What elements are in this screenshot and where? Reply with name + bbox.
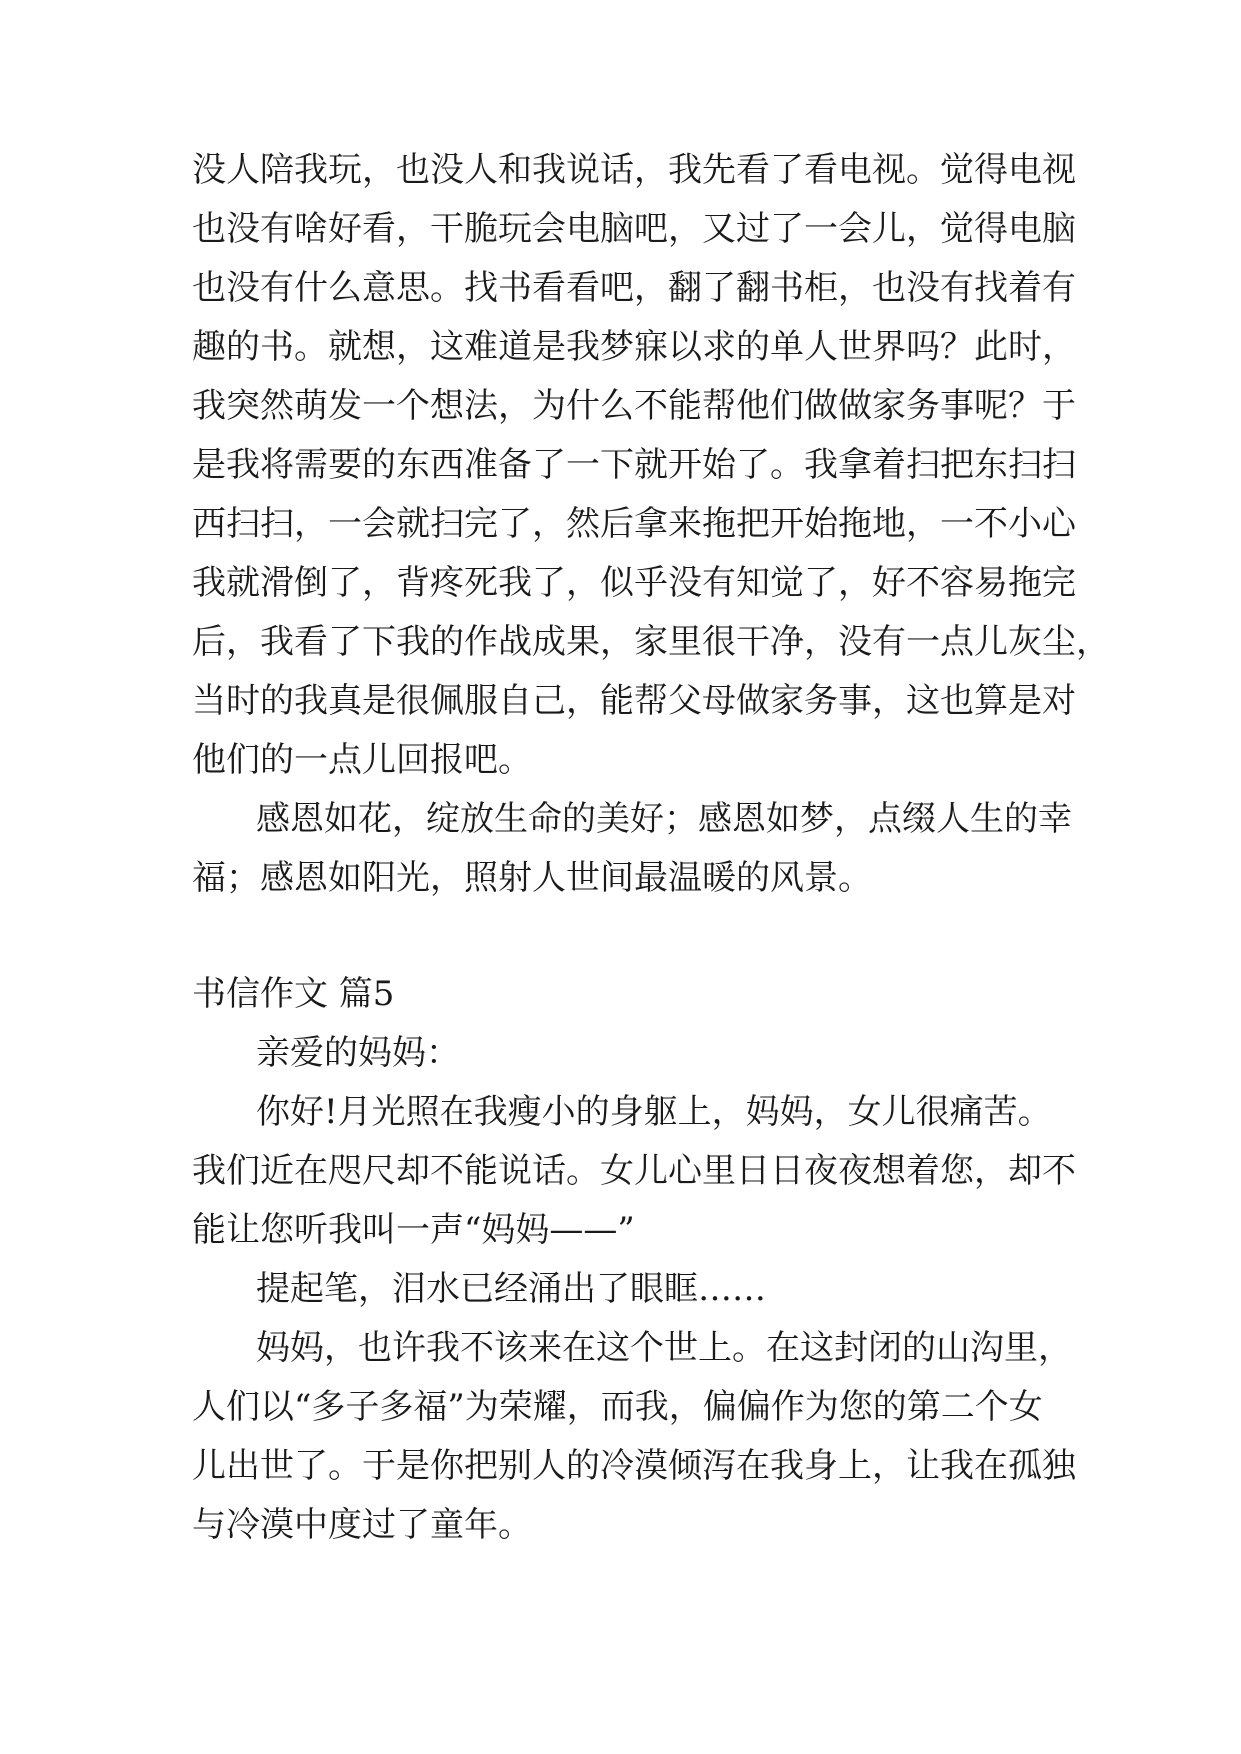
paragraph-3-line-3: 能让您听我叫一声“妈妈——” bbox=[192, 1210, 635, 1250]
paragraph-2-line-1: 感恩如花，绽放生命的美好；感恩如梦，点缀人生的幸 bbox=[256, 799, 1072, 839]
paragraph-3-line-2: 我们近在咫尺却不能说话。女儿心里日日夜夜想着您，却不 bbox=[192, 1151, 1076, 1191]
paragraph-2-line-2: 福；感恩如阳光，照射人世间最温暖的风景。 bbox=[192, 858, 872, 898]
paragraph-1-line-9: 后，我看了下我的作战成果，家里很干净，没有一点儿灰尘， bbox=[192, 622, 1110, 662]
paragraph-5-line-2: 人们以“多子多福”为荣耀，而我，偏偏作为您的第二个女 bbox=[192, 1387, 1043, 1427]
paragraph-5-line-3: 儿出世了。于是你把别人的冷漠倾泻在我身上，让我在孤独 bbox=[192, 1446, 1076, 1486]
paragraph-3-line-1: 你好!月光照在我瘦小的身躯上，妈妈，女儿很痛苦。 bbox=[256, 1092, 1052, 1132]
paragraph-1-line-10: 当时的我真是很佩服自己，能帮父母做家务事，这也算是对 bbox=[192, 681, 1076, 721]
paragraph-1-line-2: 也没有啥好看，干脆玩会电脑吧，又过了一会儿，觉得电脑 bbox=[192, 209, 1076, 249]
paragraph-1-line-3: 也没有什么意思。找书看看吧，翻了翻书柜，也没有找着有 bbox=[192, 268, 1076, 308]
paragraph-1-line-1: 没人陪我玩，也没人和我说话，我先看了看电视。觉得电视 bbox=[192, 150, 1076, 190]
paragraph-1-line-6: 是我将需要的东西准备了一下就开始了。我拿着扫把东扫扫 bbox=[192, 445, 1076, 485]
paragraph-1-line-11: 他们的一点儿回报吧。 bbox=[192, 740, 532, 780]
letter-salutation: 亲爱的妈妈： bbox=[256, 1033, 460, 1073]
paragraph-1-line-8: 我就滑倒了，背疼死我了，似乎没有知觉了，好不容易拖完 bbox=[192, 563, 1076, 603]
paragraph-1-line-5: 我突然萌发一个想法，为什么不能帮他们做做家务事呢？于 bbox=[192, 386, 1076, 426]
paragraph-5-line-4: 与冷漠中度过了童年。 bbox=[192, 1505, 532, 1545]
paragraph-4-line-1: 提起笔，泪水已经涌出了眼眶…… bbox=[256, 1269, 766, 1309]
paragraph-5-line-1: 妈妈，也许我不该来在这个世上。在这封闭的山沟里， bbox=[256, 1328, 1072, 1368]
section-title: 书信作文 篇5 bbox=[192, 974, 395, 1014]
paragraph-1-line-4: 趣的书。就想，这难道是我梦寐以求的单人世界吗？此时， bbox=[192, 327, 1076, 367]
paragraph-1-line-7: 西扫扫，一会就扫完了，然后拿来拖把开始拖地，一不小心 bbox=[192, 504, 1076, 544]
